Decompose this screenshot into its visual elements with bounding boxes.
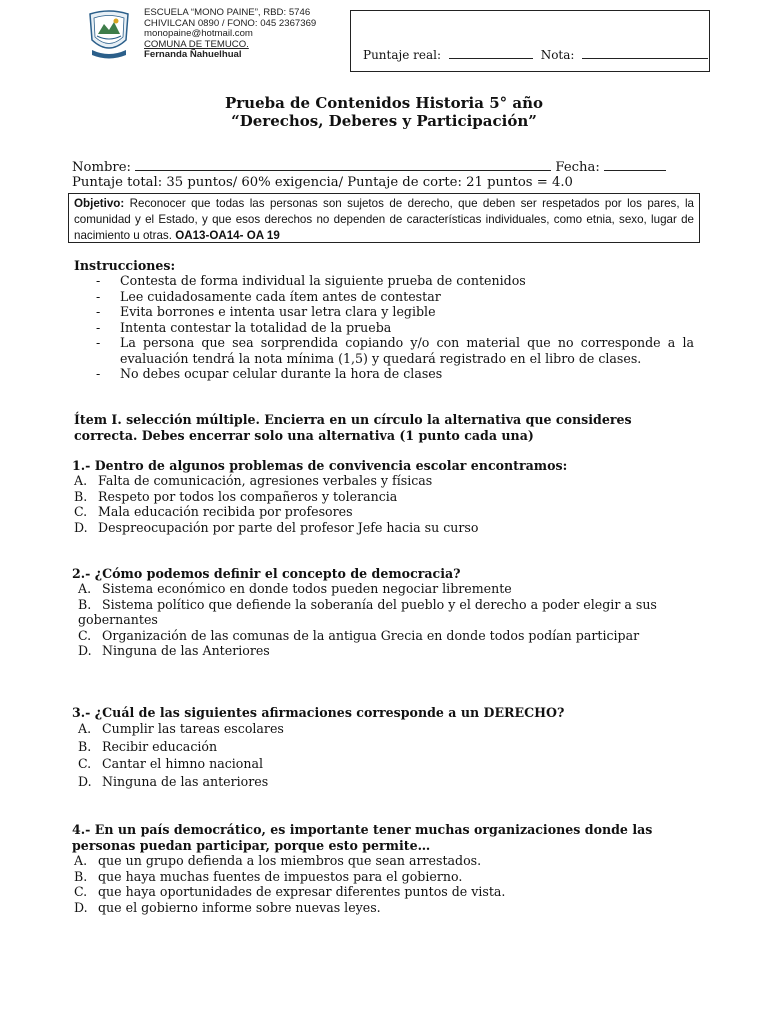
objective-label: Objetivo: xyxy=(74,197,125,210)
question-1: 1.- Dentro de algunos problemas de convivencia escolar encontramos: xyxy=(72,458,568,473)
question-1-options xyxy=(74,473,478,535)
option-b[interactable]: B. que haya muchas fuentes de impuestos para el gobierno. xyxy=(74,868,463,884)
option-c[interactable]: C. Cantar el himno nacional xyxy=(78,756,264,771)
option-a[interactable]: A. Cumplir las tareas escolares xyxy=(78,721,284,736)
option-c[interactable]: C. Organización de las comunas de la antigua Grecia en donde todos podían participar xyxy=(78,627,640,643)
option-c[interactable]: C. que haya oportunidades de expresar diferentes puntos de vista. xyxy=(74,884,506,899)
question-4-options xyxy=(74,853,505,915)
question-4: 4.- En un país democrático, es importante tener muchas organizaciones donde las personas puedan participar, porque esto permite… xyxy=(72,822,653,853)
score-label: Puntaje real: xyxy=(363,48,442,62)
option-d[interactable]: D. Ninguna de las Anteriores xyxy=(78,643,270,658)
exam-subtitle: “Derechos, Deberes y Participación” xyxy=(231,112,537,130)
objective-codes: OA13-OA14- OA 19 xyxy=(175,229,280,242)
list-item: - La persona que sea sorprendida copiando y/o con material que no corresponde a la evaluación tendrá la nota mínima (1,5) y quedará registrado en el libro de clases. xyxy=(96,335,694,366)
option-b[interactable]: B. Sistema político que defiende la soberanía del pueblo y el derecho a poder elegir a sus gobernantes xyxy=(78,596,657,627)
option-a[interactable]: A. Sistema económico en donde todos pueden negociar libremente xyxy=(78,581,512,596)
question-3: 3.- ¿Cuál de las siguientes afirmaciones corresponde a un DERECHO? xyxy=(72,705,565,720)
question-2-options xyxy=(78,581,678,659)
option-a[interactable]: A. Falta de comunicación, agresiones verbales y físicas xyxy=(74,473,433,488)
score-box xyxy=(350,10,710,72)
exam-title: Prueba de Contenidos Historia 5° año xyxy=(225,94,543,112)
grade-blank[interactable] xyxy=(582,57,708,59)
date-field[interactable] xyxy=(604,169,666,171)
option-b[interactable]: B. Recibir educación xyxy=(78,738,218,754)
school-crest-icon xyxy=(84,6,134,60)
objective-box xyxy=(68,193,700,243)
school-address: CHIVILCAN 0890 / FONO: 045 2367369 xyxy=(144,17,317,29)
question-3-options xyxy=(78,720,284,790)
objective-text: Reconocer que todas las personas son sujetos de derecho, que deben ser respetados por los pares, la comunidad y el Estado, y que esos derechos no dependen de características individuales, como etnia, sexo, lugar de nacimiento u otras. xyxy=(74,197,694,242)
school-info xyxy=(144,8,316,61)
score-blank[interactable] xyxy=(449,57,533,59)
school-email: monopaine@hotmail.com xyxy=(144,28,253,39)
option-c[interactable]: C. Mala educación recibida por profesores xyxy=(74,504,353,519)
list-item: - Evita borrones e intenta usar letra clara y legible xyxy=(96,304,436,319)
school-name: ESCUELA “MONO PAINE”, RBD: 5746 xyxy=(144,7,311,18)
option-d[interactable]: D. Ninguna de las anteriores xyxy=(78,773,269,789)
score-info: Puntaje total: 35 puntos/ 60% exigencia/ Puntaje de corte: 21 puntos = 4.0 xyxy=(72,175,573,190)
question-2: 2.- ¿Cómo podemos definir el concepto de democracia? xyxy=(72,566,461,581)
list-item: - No debes ocupar celular durante la hora de clases xyxy=(96,366,443,381)
name-field[interactable] xyxy=(135,169,551,171)
instructions-title: Instrucciones: xyxy=(74,258,176,273)
list-item: - Contesta de forma individual la siguiente prueba de contenidos xyxy=(96,273,526,288)
list-item: - Intenta contestar la totalidad de la prueba xyxy=(96,319,392,335)
school-commune: COMUNA DE TEMUCO. xyxy=(144,38,249,50)
list-item: - Lee cuidadosamente cada ítem antes de contestar xyxy=(96,288,441,304)
option-d[interactable]: D. que el gobierno informe sobre nuevas leyes. xyxy=(74,899,381,915)
date-label: Fecha: xyxy=(555,160,600,175)
name-label: Nombre: xyxy=(72,160,131,175)
option-a[interactable]: A. que un grupo defienda a los miembros que sean arrestados. xyxy=(74,853,482,868)
instructions-list xyxy=(96,273,720,382)
option-b[interactable]: B. Respeto por todos los compañeros y tolerancia xyxy=(74,488,398,504)
teacher-name: Fernanda Ñahuelhual xyxy=(144,49,242,60)
option-d[interactable]: D. Despreocupación por parte del profesor Jefe hacia su curso xyxy=(74,519,479,535)
item1-heading: Ítem I. selección múltiple. Encierra en un círculo la alternativa que consideres correcta. Debes encerrar solo una alternativa (1 punto cada una) xyxy=(74,412,632,443)
grade-label: Nota: xyxy=(540,48,575,62)
name-line xyxy=(72,160,666,175)
